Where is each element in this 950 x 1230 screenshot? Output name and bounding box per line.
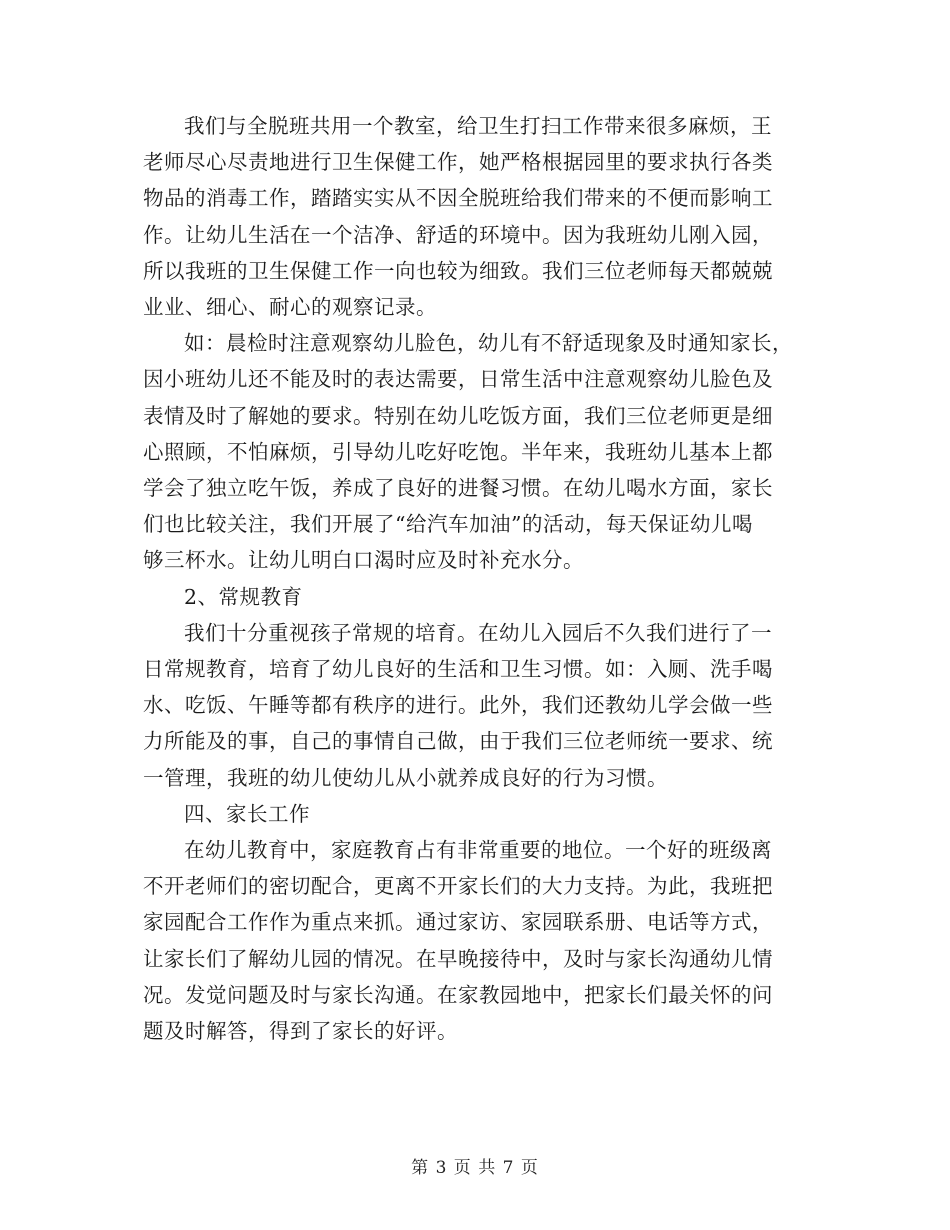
text-line: 所以我班的卫生保健工作一向也较为细致。我们三位老师每天都兢兢 [143,258,773,283]
text-line: 学会了独立吃午饭，养成了良好的进餐习惯。在幼儿喝水方面，家长 [143,476,773,501]
text-line: 如：晨检时注意观察幼儿脸色，幼儿有不舒适现象及时通知家长， [184,331,793,356]
text-line: 在幼儿教育中，家庭教育占有非常重要的地位。一个好的班级离 [184,838,772,863]
text-line: 够三杯水。让幼儿明白口渴时应及时补充水分。 [143,548,584,573]
document-body [143,108,813,1049]
text-line: 让家长们了解幼儿园的情况。在早晚接待中，及时与家长沟通幼儿情 [143,946,773,971]
text-line: 表情及时了解她的要求。特别在幼儿吃饭方面，我们三位老师更是细 [143,403,773,428]
text-line: 不开老师们的密切配合，更离不开家长们的大力支持。为此，我班把 [143,874,773,899]
paragraph [143,615,813,796]
text-line: 我们十分重视孩子常规的培育。在幼儿入园后不久我们进行了一 [184,620,772,645]
page-number-footer: 第 3 页 共 7 页 [411,1158,539,1178]
section-heading: 2、常规教育 [184,584,303,609]
text-line: 心照顾，不怕麻烦，引导幼儿吃好吃饱。半年来，我班幼儿基本上都 [143,439,773,464]
text-line: 题及时解答，得到了家长的好评。 [143,1019,458,1044]
text-line: 老师尽心尽责地进行卫生保健工作，她严格根据园里的要求执行各类 [143,150,773,175]
text-line: 物品的消毒工作，踏踏实实从不因全脱班给我们带来的不便而影响工 [143,186,773,211]
text-line: 水、吃饭、午睡等都有秩序的进行。此外，我们还教幼儿学会做一些 [143,693,773,718]
section-heading: 四、家长工作 [184,801,310,826]
paragraph [143,832,813,1049]
text-line: 业业、细心、耐心的观察记录。 [143,295,437,320]
text-line: 我们与全脱班共用一个教室，给卫生打扫工作带来很多麻烦，王 [184,114,772,138]
text-line: 一管理，我班的幼儿使幼儿从小就养成良好的行为习惯。 [143,765,668,790]
text-line: 们也比较关注，我们开展了“给汽车加油”的活动，每天保证幼儿喝 [143,512,753,537]
text-line: 因小班幼儿还不能及时的表达需要，日常生活中注意观察幼儿脸色及 [143,367,773,392]
paragraph [143,325,813,578]
paragraph [143,108,813,325]
text-line: 作。让幼儿生活在一个洁净、舒适的环境中。因为我班幼儿刚入园， [143,222,773,247]
text-line: 家园配合工作作为重点来抓。通过家访、家园联系册、电话等方式， [143,910,773,935]
text-line: 况。发觉问题及时与家长沟通。在家教园地中，把家长们最关怀的问 [143,982,773,1007]
text-line: 力所能及的事，自己的事情自己做，由于我们三位老师统一要求、统 [143,729,773,754]
text-line: 日常规教育，培育了幼儿良好的生活和卫生习惯。如：入厕、洗手喝 [143,657,773,682]
